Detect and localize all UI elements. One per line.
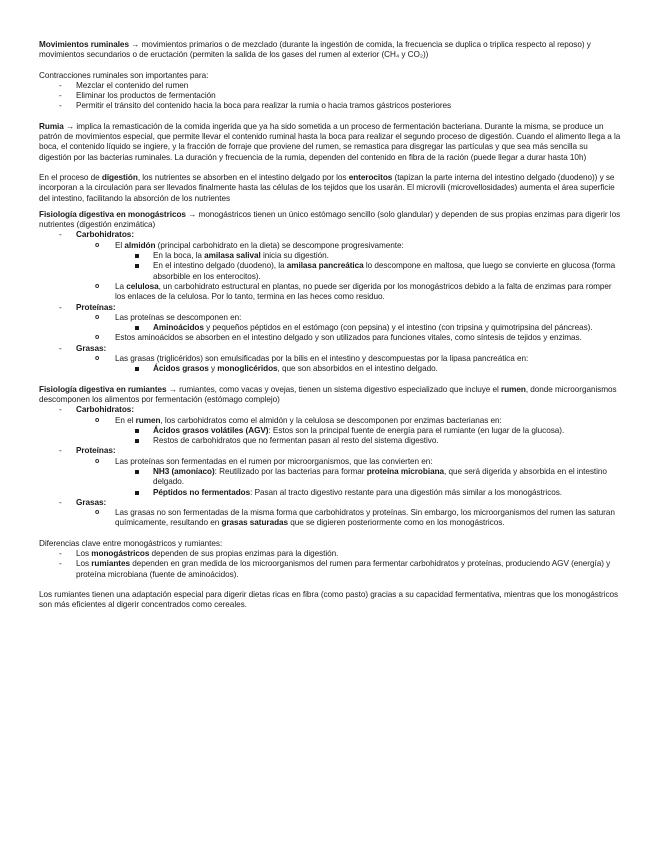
text: En la boca, la (153, 251, 205, 261)
dash-bullet: - (59, 80, 62, 90)
text: y (208, 364, 218, 374)
term: amilasa salival (204, 251, 261, 261)
text: dependen de sus propias enzimas para la digestión. (149, 549, 339, 559)
text: y pequeños péptidos en el estómago (con pepsina) y el intestino (con tripsina y quimotripsina del páncreas). (203, 323, 593, 333)
text: En el proceso de (39, 172, 102, 182)
list-item-proteinas (39, 303, 621, 313)
list-item-text: Permitir el tránsito del contenido hacia la boca para realizar la rumia o hacia tramos gástricos posteriores (76, 101, 452, 111)
list-item (39, 364, 621, 374)
list-item (39, 333, 621, 343)
text: Las proteínas se descomponen en: (115, 312, 242, 322)
dash-bullet: - (59, 302, 62, 312)
dash-bullet: - (59, 549, 62, 559)
list-item (39, 241, 621, 251)
circle-bullet: o (95, 509, 100, 517)
text: , que será digerida y absorbida en el intestino delgado. (153, 466, 607, 487)
text: : Estos son la principal fuente de energía para el rumiante (en lugar de la glucosa). (268, 425, 565, 435)
text: (tapizan la parte interna del intestino delgado (duodeno)) y se incorporan a la circulación para ser llevados finalmente hasta las células de los tejidos que los usarán. El microvili (microvellosidades) aumenta el área superficie del intestino, facilitando la absorción de los nutrientes (39, 172, 615, 203)
text: : Pasan al tracto digestivo restante para una digestión más similar a los monogástricos. (250, 487, 563, 497)
list-item (39, 488, 621, 498)
list-item (39, 261, 621, 282)
term-digestion: digestión (101, 172, 138, 182)
list-item (39, 91, 621, 101)
text: Las grasas (triglicéridos) son emulsificadas por la bilis en el intestino y descompuestas por la lipasa pancreática en: (115, 354, 529, 364)
text: Estos aminoácidos se absorben en el intestino delgado y son utilizados para funciones vitales, como síntesis de tejidos y enzimas. (115, 333, 582, 343)
dash-bullet: - (59, 497, 62, 507)
list-item-proteinas (39, 446, 621, 456)
text: La (115, 281, 127, 291)
paragraph-monogastricos (39, 210, 621, 231)
circle-bullet: o (95, 355, 100, 363)
list-item (39, 426, 621, 436)
subheading: Proteínas (76, 302, 113, 312)
term-rumia: Rumia (39, 121, 64, 131)
text: Los (76, 559, 92, 569)
paragraph-diferencias-intro: Diferencias clave entre monogástricos y rumiantes: (39, 538, 223, 548)
contracciones-list (39, 81, 621, 112)
text: , los nutrientes se absorben en el intestino delgado por los (137, 172, 349, 182)
list-item (39, 282, 621, 303)
square-bullet (135, 429, 139, 433)
term: grasas saturadas (221, 518, 289, 528)
text: Restos de carbohidratos que no fermentan pasan al resto del sistema digestivo. (153, 436, 439, 446)
square-bullet (135, 264, 139, 268)
subheading: Grasas (76, 497, 104, 507)
term: amilasa pancreática (286, 261, 364, 271)
term-movimientos-ruminales: Movimientos ruminales (39, 40, 129, 49)
list-item (39, 508, 621, 529)
colon: : (112, 446, 116, 456)
dash-bullet: - (59, 446, 62, 456)
dash-bullet: - (59, 101, 62, 111)
list-item (39, 549, 621, 559)
paragraph-conclusion: Los rumiantes tienen una adaptación especial para digerir dietas ricas en fibra (como pasto) gracias a su capacidad fermentativa, mientras que los monogástricos son más eficientes al digerir concentrados como cereales. (39, 589, 619, 610)
text: → rumiantes, como vacas y ovejas, tienen un sistema digestivo especializado que incluye el (166, 384, 502, 394)
term: rumiantes (91, 559, 130, 569)
term: monoglicéridos (217, 364, 278, 374)
text: , un carbohidrato estructural en plantas, no puede ser digerida por los monogástricos debido a la falta de enzimas para romper los enlaces de la celulosa. Por lo tanto, termina en las heces como residuo. (115, 281, 612, 302)
paragraph-rumia (39, 122, 621, 163)
dash-bullet: - (59, 230, 62, 240)
colon: : (131, 405, 134, 415)
text: , los carbohidratos como el almidón y la celulosa se descomponen por enzimas bacterianas en: (160, 415, 502, 425)
term-enterocitos: enterocitos (348, 172, 393, 182)
term: Ácidos grasos (153, 364, 209, 374)
colon: : (131, 230, 134, 240)
rumiantes-list (39, 405, 621, 529)
term: NH3 (amoníaco) (153, 466, 215, 476)
dash-bullet: - (59, 559, 62, 569)
dash-bullet: - (59, 343, 62, 353)
text: Las proteínas son fermentadas en el rumen por microorganismos, que las convierten en: (115, 456, 433, 466)
list-item-text: Mezclar el contenido del rumen (76, 80, 189, 90)
text: El (115, 240, 125, 250)
square-bullet (135, 326, 139, 330)
list-item (39, 416, 621, 426)
subheading: Carbohidratos (76, 405, 132, 415)
paragraph-movimientos-ruminales (39, 40, 621, 61)
paragraph-contracciones-intro: Contracciones ruminales son importantes para: (39, 70, 209, 80)
subheading: Proteínas (76, 446, 113, 456)
list-item (39, 81, 621, 91)
list-item-carbohidratos (39, 230, 621, 240)
list-item (39, 323, 621, 333)
text: → implica la remasticación de la comida ingerida que ya ha sido sometida a un proceso de fermentación bacteriana. Durante la misma, se produce un patrón de movimientos especial, que permite llevar el contenido ruminal hasta la boca para realizar el segundo proceso de digestión. Cuando el alimento llega a la boca, el contenido líquido se ingiere, y la fracción de forraje que proviene del rumen, se remastica para disgregar las partículas y que sea más sencilla su digestión por las bacterias ruminales. La duración y frecuencia de la rumia, dependen del contenido en fibra de la ración (puede llegar a durar hasta 10h) (39, 121, 621, 162)
list-item-grasas (39, 498, 621, 508)
circle-bullet: o (95, 416, 100, 424)
text: → monogástricos tienen un único estómago sencillo (solo glandular) y dependen de sus propias enzimas para digerir los nutrientes (digestión enzimática) (39, 209, 621, 230)
term: Aminoácidos (153, 323, 204, 333)
list-item (39, 559, 621, 580)
circle-bullet: o (95, 282, 100, 290)
list-item (39, 354, 621, 364)
text: lo descompone en maltosa, que luego se convierte en glucosa (forma absorbible en los enterocitos). (153, 261, 616, 281)
term: celulosa (126, 281, 159, 291)
text: Las grasas no son fermentadas de la misma forma que carbohidratos y proteínas. Sin embargo, los microorganismos del rumen las saturan químicamente, resultando en (115, 508, 615, 528)
monogastricos-list (39, 230, 621, 374)
square-bullet (135, 254, 139, 258)
text: Los (76, 549, 92, 559)
colon: : (103, 343, 107, 353)
list-item (39, 436, 621, 446)
list-item-carbohidratos (39, 405, 621, 415)
square-bullet (135, 491, 139, 495)
text: , que son absorbidos en el intestino delgado. (277, 364, 438, 374)
colon: : (103, 497, 107, 507)
list-item-text: Eliminar los productos de fermentación (76, 91, 216, 101)
list-item (39, 313, 621, 323)
subheading: Grasas (76, 343, 104, 353)
list-item (39, 251, 621, 261)
colon: : (112, 302, 116, 312)
square-bullet (135, 439, 139, 443)
term: proteína microbiana (366, 466, 445, 476)
circle-bullet: o (95, 457, 100, 465)
list-item (39, 457, 621, 467)
paragraph-rumiantes (39, 385, 621, 406)
text: En el (115, 415, 136, 425)
list-item-grasas (39, 344, 621, 354)
text: dependen en gran medida de los microorganismos del rumen para fermentar carbohidratos y proteínas, produciendo AGV (energía) y proteína microbiana (fuente de aminoácidos). (76, 559, 611, 579)
square-bullet (135, 470, 139, 474)
text: En el intestino delgado (duodeno), la (153, 261, 287, 271)
heading-monogastricos: Fisiología digestiva en monogástricos (39, 209, 186, 219)
circle-bullet: o (95, 334, 100, 342)
term: rumen (501, 384, 526, 394)
dash-bullet: - (59, 405, 62, 415)
term: monogástricos (91, 549, 150, 559)
square-bullet (135, 367, 139, 371)
list-item (39, 467, 621, 488)
text: (principal carbohidrato en la dieta) se descompone progresivamente: (155, 240, 404, 250)
text: que se digieren posteriormente como en los monogástricos. (288, 518, 505, 528)
diferencias-list (39, 549, 621, 580)
dash-bullet: - (59, 91, 62, 101)
heading-rumiantes: Fisiología digestiva en rumiantes (39, 384, 167, 394)
text: → movimientos primarios o de mezclado (durante la ingestión de comida, la frecuencia se duplica o triplica respecto al reposo) y movimientos secundarios o de eructación (permiten la salida de los gases del rumen al exterior (CH₄ y CO₂)) (39, 40, 591, 60)
term: rumen (135, 415, 161, 425)
circle-bullet: o (95, 241, 100, 249)
document-page (39, 40, 621, 611)
text: : Reutilizado por las bacterias para formar (214, 466, 367, 476)
paragraph-digestion (39, 173, 621, 204)
text: , donde microorganismos descomponen los alimentos por fermentación (estómago complejo) (39, 384, 617, 404)
term: Ácidos grasos volátiles (AGV) (153, 425, 269, 435)
term: Péptidos no fermentados (153, 487, 251, 497)
list-item (39, 101, 621, 111)
circle-bullet: o (95, 313, 100, 321)
text: inicia su digestión. (260, 251, 329, 261)
term: almidón (124, 240, 156, 250)
subheading: Carbohidratos (76, 230, 132, 240)
